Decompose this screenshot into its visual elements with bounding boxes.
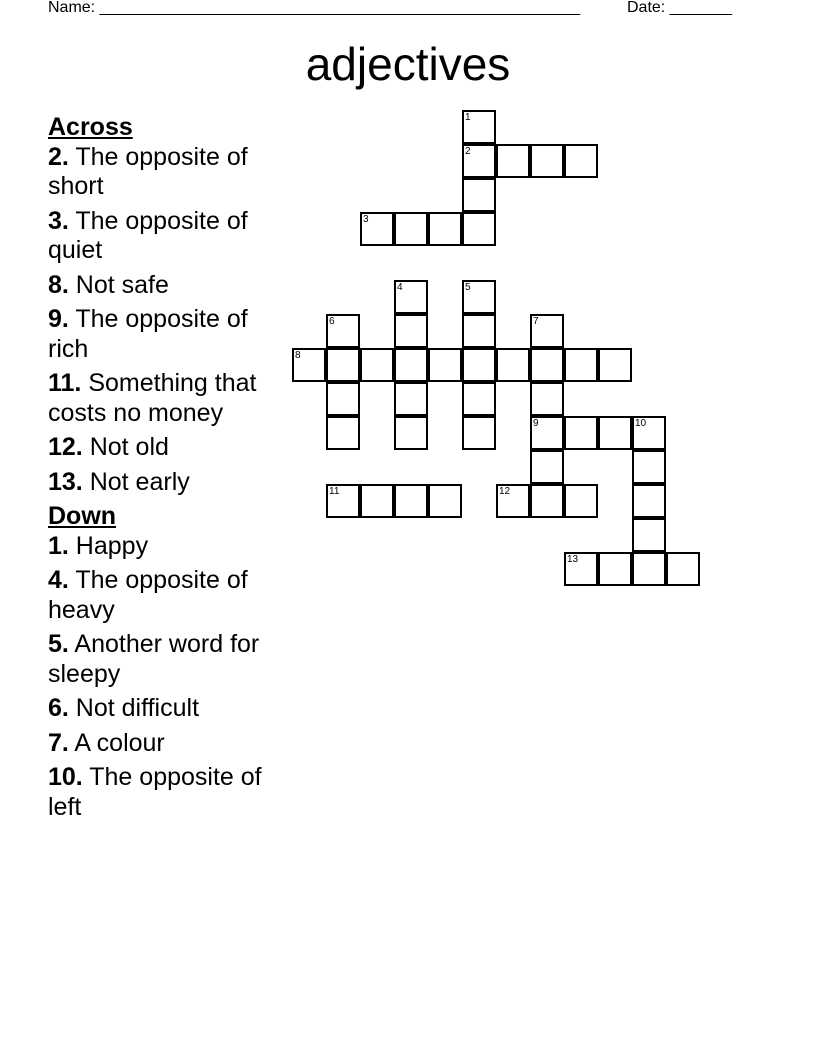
grid-cell[interactable] xyxy=(666,552,700,586)
grid-cell[interactable] xyxy=(598,348,632,382)
grid-cell[interactable] xyxy=(632,450,666,484)
grid-cell[interactable] xyxy=(360,212,394,246)
cell-number: 4 xyxy=(397,282,403,293)
grid-cell[interactable] xyxy=(530,450,564,484)
header-date-line: Date: _______ xyxy=(627,0,732,16)
grid-cell[interactable] xyxy=(326,382,360,416)
grid-cell[interactable] xyxy=(394,382,428,416)
grid-cell[interactable] xyxy=(530,484,564,518)
clue-text: Not early xyxy=(82,467,190,496)
grid-cell[interactable] xyxy=(394,212,428,246)
clue-text: The opposite of short xyxy=(48,142,248,200)
grid-cell[interactable] xyxy=(564,552,598,586)
grid-cell[interactable] xyxy=(530,416,564,450)
grid-cell[interactable] xyxy=(360,348,394,382)
grid-cell[interactable] xyxy=(326,416,360,450)
grid-cell[interactable] xyxy=(632,518,666,552)
grid-cell[interactable] xyxy=(292,348,326,382)
clue-number: 6. xyxy=(48,694,69,722)
grid-cell[interactable] xyxy=(598,416,632,450)
grid-cell[interactable] xyxy=(496,348,530,382)
cell-number: 1 xyxy=(465,112,471,123)
clue-number: 2. xyxy=(48,142,69,171)
grid-cell[interactable] xyxy=(462,382,496,416)
cell-number: 2 xyxy=(465,146,471,157)
clue-number: 4. xyxy=(48,566,69,594)
clue-text: The opposite of left xyxy=(48,763,262,821)
clue-text: Not difficult xyxy=(68,694,200,722)
cell-number: 8 xyxy=(295,350,301,361)
grid-cell[interactable] xyxy=(428,212,462,246)
grid-cell[interactable] xyxy=(428,484,462,518)
clue-number: 10. xyxy=(48,763,83,791)
grid-cell[interactable] xyxy=(326,314,360,348)
page-title: adjectives xyxy=(305,38,511,90)
grid-cell[interactable] xyxy=(394,280,428,314)
grid-cell[interactable] xyxy=(496,144,530,178)
clue-text: A colour xyxy=(68,728,165,757)
grid-cell[interactable] xyxy=(462,416,496,450)
header-name-line: Name: ______________________________________________________ xyxy=(48,0,581,16)
clue-text: The opposite of heavy xyxy=(48,566,248,624)
grid-cell[interactable] xyxy=(428,348,462,382)
clue-text: Happy xyxy=(68,531,149,560)
grid-cell[interactable] xyxy=(632,416,666,450)
grid-cell[interactable] xyxy=(462,212,496,246)
grid-cell[interactable] xyxy=(632,552,666,586)
cell-number: 9 xyxy=(533,418,539,429)
clue-number: 12. xyxy=(48,433,83,461)
clue-text: The opposite of quiet xyxy=(48,206,248,264)
grid-cell[interactable] xyxy=(326,484,360,518)
cell-number: 12 xyxy=(499,486,511,497)
grid-cell[interactable] xyxy=(632,484,666,518)
cell-number: 6 xyxy=(329,316,335,327)
clue-number: 1. xyxy=(48,531,69,560)
grid-cell[interactable] xyxy=(462,280,496,314)
grid-cell[interactable] xyxy=(564,348,598,382)
grid-cell[interactable] xyxy=(462,348,496,382)
grid-cell[interactable] xyxy=(462,110,496,144)
grid-cell[interactable] xyxy=(530,144,564,178)
clue-text: Something that costs no money xyxy=(48,369,257,427)
clue-text: The opposite of rich xyxy=(48,305,248,363)
grid-cell[interactable] xyxy=(598,552,632,586)
clue-text: Not safe xyxy=(68,270,169,299)
grid-cell[interactable] xyxy=(394,348,428,382)
down-heading: Down xyxy=(48,502,117,530)
grid-cell[interactable] xyxy=(360,484,394,518)
clue-number: 13. xyxy=(48,467,83,496)
grid-cell[interactable] xyxy=(462,314,496,348)
grid-cell[interactable] xyxy=(530,348,564,382)
grid-cell[interactable] xyxy=(326,348,360,382)
clue-text: Another word for sleepy xyxy=(48,630,260,688)
grid-cell[interactable] xyxy=(564,416,598,450)
grid-cell[interactable] xyxy=(496,484,530,518)
cell-number: 11 xyxy=(329,486,340,497)
grid-cell[interactable] xyxy=(462,144,496,178)
cell-number: 10 xyxy=(635,418,647,429)
cell-number: 13 xyxy=(567,554,579,565)
grid-cell[interactable] xyxy=(530,382,564,416)
across-heading: Across xyxy=(48,113,133,141)
grid-cell[interactable] xyxy=(394,314,428,348)
grid-cell[interactable] xyxy=(564,484,598,518)
clue-number: 11. xyxy=(48,369,82,397)
clue-number: 5. xyxy=(48,630,69,658)
cell-number: 5 xyxy=(465,282,471,293)
grid-cell[interactable] xyxy=(394,416,428,450)
clue-number: 8. xyxy=(48,270,69,299)
clue-text: Not old xyxy=(82,433,169,461)
grid-cell[interactable] xyxy=(564,144,598,178)
cell-number: 3 xyxy=(363,214,369,225)
clue-number: 9. xyxy=(48,305,69,333)
clue-number: 7. xyxy=(48,728,69,757)
grid-cell[interactable] xyxy=(530,314,564,348)
cell-number: 7 xyxy=(533,316,539,327)
grid-cell[interactable] xyxy=(394,484,428,518)
grid-cell[interactable] xyxy=(462,178,496,212)
clue-number: 3. xyxy=(48,206,69,235)
